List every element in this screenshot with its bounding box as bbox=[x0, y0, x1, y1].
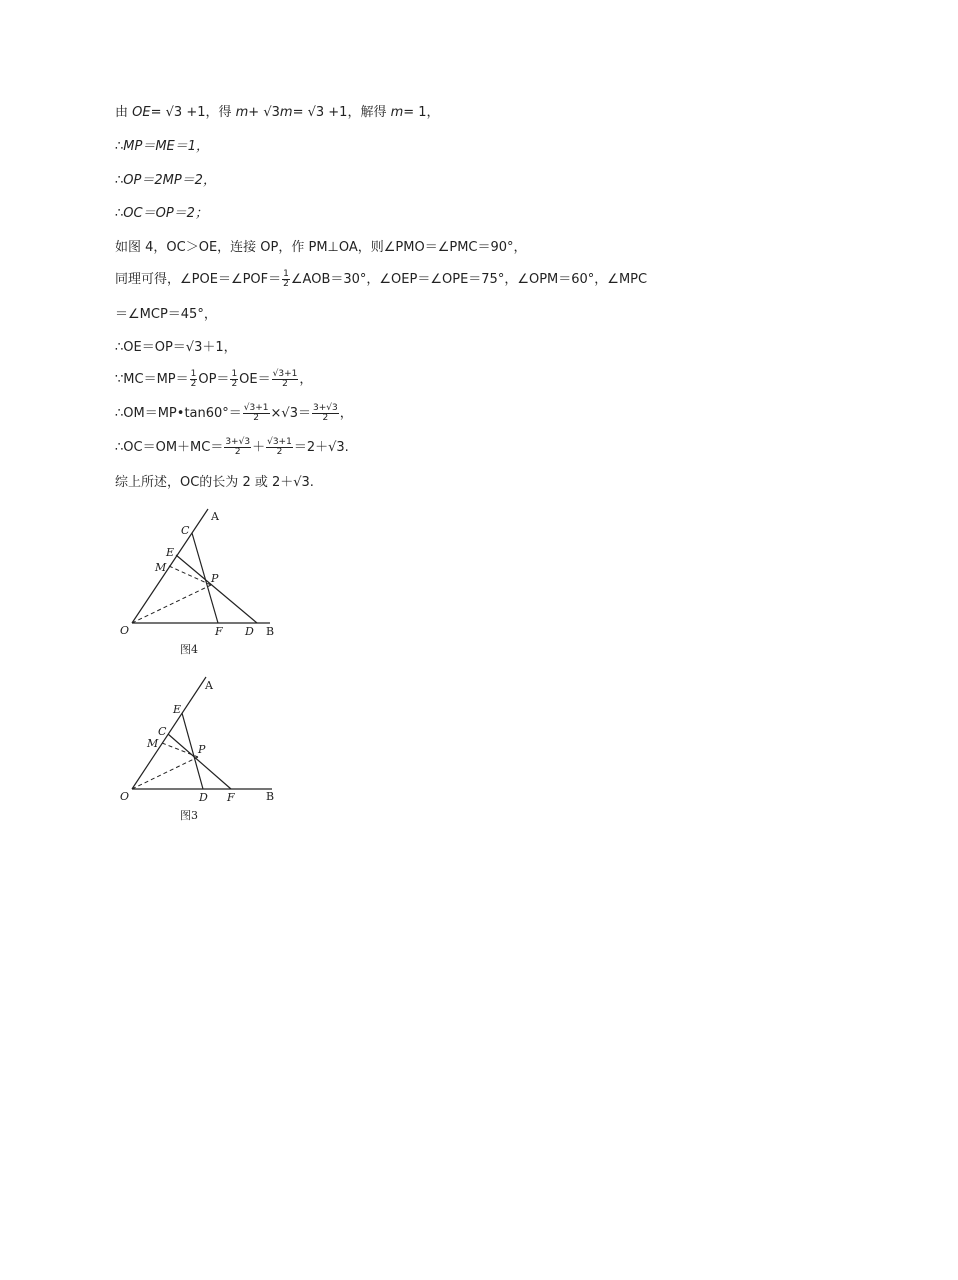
line-op-dashed bbox=[132, 585, 211, 623]
fraction-half: $\frac{1}{2}$ bbox=[283, 269, 289, 289]
label-f: F bbox=[227, 791, 235, 804]
line-ed bbox=[176, 555, 257, 623]
ray-oa bbox=[132, 677, 206, 789]
fraction-1: $\frac{√3+1}{2}$ bbox=[243, 403, 269, 423]
solution-line-3: ∴OP＝2MP＝2， bbox=[115, 173, 216, 188]
label-o: O bbox=[120, 624, 130, 637]
solution-line-10: ∴OM＝MP•tan60°＝ $\frac{√3+1}{2}$ ×√3＝ $\frac{3+√3}{2}$ ， bbox=[115, 403, 353, 423]
fraction-2: $\frac{3+√3}{2}$ bbox=[312, 403, 338, 423]
label-d: D bbox=[199, 791, 208, 804]
solution-line-1: 由 OE= √3 +1，得 m+ √3m= √3 +1，解得 m= 1， bbox=[115, 105, 440, 120]
label-b: B bbox=[266, 625, 275, 638]
figure-3 bbox=[110, 673, 290, 832]
solution-line-2: ∴MP＝ME＝1， bbox=[115, 139, 210, 154]
figure-4-diagram bbox=[110, 505, 290, 660]
label-b: B bbox=[266, 790, 275, 803]
label-m: M bbox=[147, 737, 159, 750]
fraction-2: $\frac{√3+1}{2}$ bbox=[267, 437, 292, 457]
label-p: P bbox=[198, 743, 206, 756]
figure-4 bbox=[110, 505, 290, 664]
solution-line-4: ∴OC＝OP＝2； bbox=[115, 206, 208, 221]
solution-line-12: 综上所述，OC的长为 2 或 2＋√3. bbox=[115, 475, 314, 490]
label-c: C bbox=[158, 725, 167, 738]
label-d: D bbox=[245, 625, 254, 638]
figure-caption: 图4 bbox=[180, 643, 198, 656]
fraction-1: $\frac{3+√3}{2}$ bbox=[225, 437, 251, 457]
label-f: F bbox=[215, 625, 223, 638]
label-o: O bbox=[120, 790, 130, 803]
solution-line-11: ∴OC＝OM＋MC＝ $\frac{3+√3}{2}$ ＋ $\frac{√3+1}{2}$ ＝2＋√3. bbox=[115, 437, 349, 457]
fraction-1: $\frac{1}{2}$ bbox=[190, 369, 197, 389]
solution-line-6: 同理可得，∠POE＝∠POF＝ $\frac{1}{2}$ ∠AOB＝30°，∠OEP＝∠OPE＝75°，∠OPM＝60°，∠MPC bbox=[115, 269, 648, 289]
label-p: P bbox=[211, 572, 219, 585]
label-e: E bbox=[173, 703, 182, 716]
solution-line-7: ＝∠MCP＝45°， bbox=[115, 307, 217, 322]
solution-line-9: ∵MC＝MP＝ $\frac{1}{2}$ OP＝ $\frac{1}{2}$ OE＝ $\frac{√3+1}{2}$ ， bbox=[115, 369, 313, 389]
label-a: A bbox=[205, 679, 213, 692]
solution-line-5: 如图 4，OC＞OE，连接 OP，作 PM⊥OA，则∠PMO＝∠PMC＝90°， bbox=[115, 240, 527, 255]
label-m: M bbox=[155, 561, 167, 574]
solution-line-8: ∴OE＝OP＝√3＋1， bbox=[115, 340, 237, 355]
label-c: C bbox=[181, 524, 190, 537]
fraction-3: $\frac{√3+1}{2}$ bbox=[272, 369, 298, 389]
figure-caption: 图3 bbox=[180, 809, 198, 822]
label-e: E bbox=[166, 546, 175, 559]
fraction-2: $\frac{1}{2}$ bbox=[231, 369, 238, 389]
figure-3-diagram bbox=[110, 673, 290, 828]
label-a: A bbox=[211, 510, 219, 523]
